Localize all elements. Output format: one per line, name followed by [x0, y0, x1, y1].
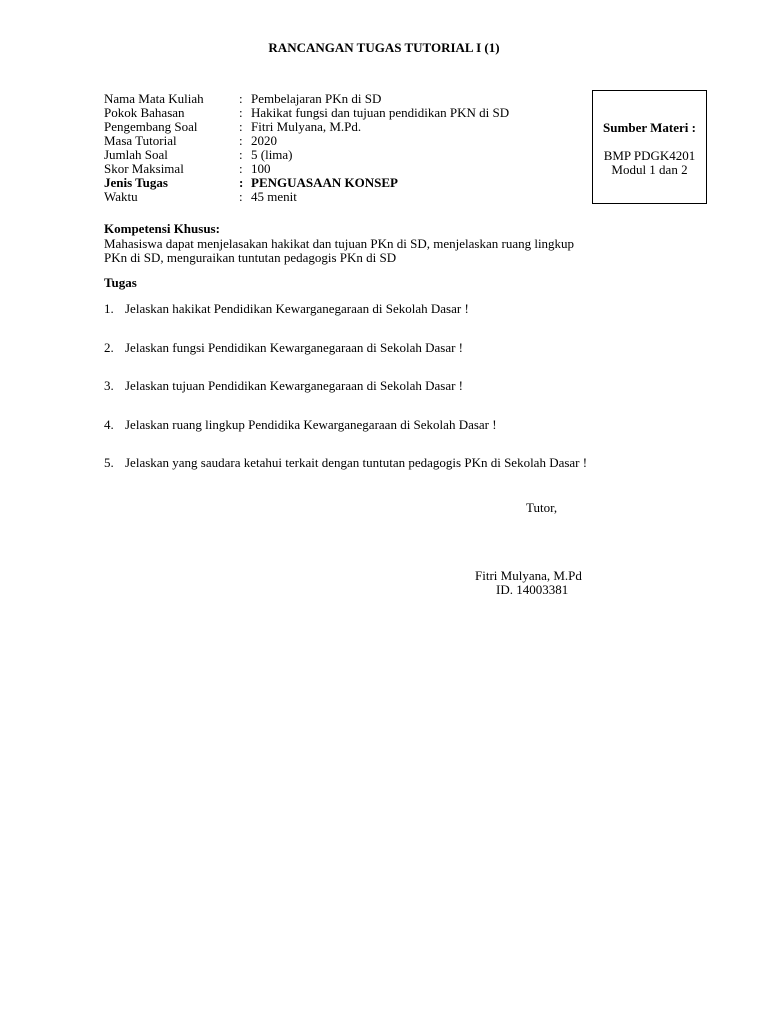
task-item — [104, 418, 497, 432]
meta-separator: : — [239, 161, 243, 176]
meta-separator: : — [239, 147, 243, 162]
meta-value: 5 (lima) — [251, 147, 293, 162]
task-number: 3. — [104, 378, 114, 393]
signature-name: Fitri Mulyana, M.Pd — [475, 568, 582, 583]
meta-separator: : — [239, 105, 243, 120]
meta-label: Skor Maksimal — [104, 161, 184, 176]
source-module-range: Modul 1 dan 2 — [611, 162, 688, 177]
signature-role: Tutor, — [526, 500, 558, 515]
kompetensi-line: Mahasiswa dapat menjelasakan hakikat dan tujuan PKn di SD, menjelaskan ruang lingkup — [104, 236, 575, 251]
kompetensi-heading: Kompetensi Khusus: — [104, 221, 220, 236]
task-item — [104, 456, 587, 470]
meta-separator: : — [239, 175, 244, 190]
meta-label: Pengembang Soal — [104, 119, 198, 134]
meta-value: 100 — [251, 161, 271, 176]
document-title: RANCANGAN TUGAS TUTORIAL I (1) — [268, 40, 500, 55]
signature-id: ID. 14003381 — [496, 582, 569, 597]
source-material-box — [592, 90, 707, 204]
kompetensi-text — [104, 237, 674, 265]
meta-separator: : — [239, 133, 243, 148]
meta-value: PENGUASAAN KONSEP — [251, 175, 398, 190]
source-module-code: BMP PDGK4201 — [603, 148, 696, 163]
meta-value: 2020 — [251, 133, 277, 148]
source-title: Sumber Materi : — [603, 120, 696, 135]
meta-row-question-count — [104, 148, 509, 162]
meta-row-task-type — [104, 176, 509, 190]
meta-value: Fitri Mulyana, M.Pd. — [251, 119, 362, 134]
task-text: Jelaskan tujuan Pendidikan Kewarganegaraan di Sekolah Dasar ! — [125, 378, 464, 393]
task-number: 5. — [104, 455, 114, 470]
meta-label: Pokok Bahasan — [104, 105, 185, 120]
meta-label: Nama Mata Kuliah — [104, 91, 204, 106]
meta-row-time — [104, 190, 509, 204]
meta-separator: : — [239, 119, 243, 134]
meta-row-developer — [104, 120, 509, 134]
task-text: Jelaskan yang saudara ketahui terkait dengan tuntutan pedagogis PKn di Sekolah Dasar ! — [125, 455, 588, 470]
meta-label: Masa Tutorial — [104, 133, 177, 148]
meta-label: Jumlah Soal — [104, 147, 168, 162]
meta-row-topic — [104, 106, 509, 120]
task-text: Jelaskan ruang lingkup Pendidika Kewarganegaraan di Sekolah Dasar ! — [125, 417, 497, 432]
meta-separator: : — [239, 189, 243, 204]
task-text: Jelaskan fungsi Pendidikan Kewarganegaraan di Sekolah Dasar ! — [125, 340, 464, 355]
task-text: Jelaskan hakikat Pendidikan Kewarganegaraan di Sekolah Dasar ! — [125, 301, 469, 316]
meta-row-tutorial-period — [104, 134, 509, 148]
task-item — [104, 379, 463, 393]
meta-value: Pembelajaran PKn di SD — [251, 91, 382, 106]
task-number: 1. — [104, 301, 114, 316]
meta-label: Waktu — [104, 189, 138, 204]
meta-value: 45 menit — [251, 189, 297, 204]
meta-value: Hakikat fungsi dan tujuan pendidikan PKN di SD — [251, 105, 510, 120]
kompetensi-line: PKn di SD, menguraikan tuntutan pedagogis PKn di SD — [104, 250, 397, 265]
course-metadata — [104, 92, 509, 204]
tugas-heading: Tugas — [104, 275, 137, 290]
meta-row-course-name — [104, 92, 509, 106]
meta-row-max-score — [104, 162, 509, 176]
task-number: 2. — [104, 340, 114, 355]
task-item — [104, 341, 463, 355]
task-item — [104, 302, 469, 316]
meta-separator: : — [239, 91, 243, 106]
task-number: 4. — [104, 417, 114, 432]
meta-label: Jenis Tugas — [104, 175, 168, 190]
